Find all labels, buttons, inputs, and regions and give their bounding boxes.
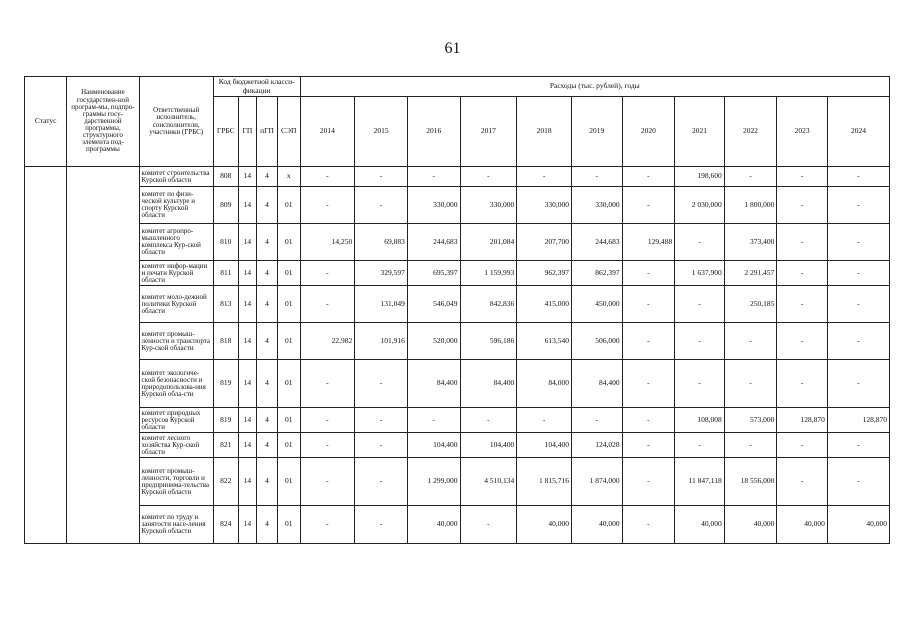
expense-cell: 330,000 xyxy=(460,187,517,224)
expense-cell: 101,916 xyxy=(355,323,408,360)
expense-cell: - xyxy=(724,167,777,187)
header-program-name: Наименование государствен-ной програм-мы, подпро-граммы госу-дарственной программы, структурного элемента под-программы xyxy=(67,77,139,167)
expense-cell: 108,008 xyxy=(675,408,725,433)
grbs-cell: 821 xyxy=(213,433,238,458)
expense-cell: 207,700 xyxy=(517,224,572,261)
expense-cell: - xyxy=(355,433,408,458)
expense-cell: - xyxy=(827,286,889,323)
expense-cell: 104,400 xyxy=(517,433,572,458)
header-code-col: СЭП xyxy=(277,97,300,167)
expense-cell: - xyxy=(827,433,889,458)
expense-cell: 201,084 xyxy=(460,224,517,261)
grbs-cell: 813 xyxy=(213,286,238,323)
expense-cell: - xyxy=(622,286,675,323)
header-status: Статус xyxy=(25,77,67,167)
expense-cell: - xyxy=(572,408,623,433)
sep-cell: х xyxy=(277,167,300,187)
expense-cell: 596,186 xyxy=(460,323,517,360)
expense-cell: - xyxy=(777,187,828,224)
header-year: 2015 xyxy=(355,97,408,167)
expense-cell: 962,397 xyxy=(517,261,572,286)
header-code-col: ГРБС xyxy=(213,97,238,167)
expense-cell: 1 299,000 xyxy=(407,458,460,506)
header-year: 2024 xyxy=(827,97,889,167)
grbs-cell: 809 xyxy=(213,187,238,224)
header-executor: Ответственный исполнитель, соисполнители, участники (ГРБС) xyxy=(139,77,213,167)
expense-cell: 842,836 xyxy=(460,286,517,323)
expense-cell: 1 637,900 xyxy=(675,261,725,286)
gp-cell: 14 xyxy=(238,224,257,261)
expense-cell: 18 556,000 xyxy=(724,458,777,506)
sep-cell: 01 xyxy=(277,224,300,261)
sep-cell: 01 xyxy=(277,261,300,286)
header-code-col: пГП xyxy=(257,97,278,167)
pgp-cell: 4 xyxy=(257,224,278,261)
expense-cell: - xyxy=(355,506,408,544)
expense-cell: 244,683 xyxy=(572,224,623,261)
expense-cell: 373,400 xyxy=(724,224,777,261)
expense-cell: - xyxy=(517,408,572,433)
table-row xyxy=(25,433,890,458)
grbs-cell: 810 xyxy=(213,224,238,261)
expense-cell: 695,397 xyxy=(407,261,460,286)
expense-cell: - xyxy=(355,360,408,408)
expense-cell: - xyxy=(827,224,889,261)
table-row xyxy=(25,224,890,261)
executor-cell: комитет строительства Курской области xyxy=(139,167,213,187)
expense-cell: - xyxy=(622,261,675,286)
pgp-cell: 4 xyxy=(257,506,278,544)
expense-cell: 546,049 xyxy=(407,286,460,323)
expense-cell: 40,000 xyxy=(407,506,460,544)
pgp-cell: 4 xyxy=(257,286,278,323)
expense-cell: 1 874,000 xyxy=(572,458,623,506)
expense-cell: - xyxy=(300,408,355,433)
expense-cell: - xyxy=(622,167,675,187)
expense-cell: 84,400 xyxy=(407,360,460,408)
expense-cell: - xyxy=(675,433,725,458)
executor-cell: комитет промыш-ленности и транспорта Кур-ской области xyxy=(139,323,213,360)
executor-cell: комитет моло-дежной политики Курской области xyxy=(139,286,213,323)
table-row xyxy=(25,506,890,544)
expense-cell: 520,000 xyxy=(407,323,460,360)
pgp-cell: 4 xyxy=(257,261,278,286)
pgp-cell: 4 xyxy=(257,187,278,224)
gp-cell: 14 xyxy=(238,187,257,224)
expense-cell: 330,000 xyxy=(407,187,460,224)
expense-cell: 244,683 xyxy=(407,224,460,261)
expense-cell: 198,600 xyxy=(675,167,725,187)
expense-cell: - xyxy=(572,167,623,187)
header-year: 2017 xyxy=(460,97,517,167)
expense-cell: 862,397 xyxy=(572,261,623,286)
expense-cell: - xyxy=(622,408,675,433)
gp-cell: 14 xyxy=(238,167,257,187)
sep-cell: 01 xyxy=(277,506,300,544)
expense-cell: 330,000 xyxy=(572,187,623,224)
table-row xyxy=(25,458,890,506)
expense-cell: 330,000 xyxy=(517,187,572,224)
expense-cell: - xyxy=(622,433,675,458)
expense-cell: - xyxy=(407,408,460,433)
gp-cell: 14 xyxy=(238,261,257,286)
expense-cell: 329,597 xyxy=(355,261,408,286)
pgp-cell: 4 xyxy=(257,433,278,458)
expense-cell: - xyxy=(675,323,725,360)
expense-cell: - xyxy=(777,224,828,261)
expense-cell: 124,028 xyxy=(572,433,623,458)
executor-cell: комитет природных ресурсов Курской области xyxy=(139,408,213,433)
expense-cell: - xyxy=(300,286,355,323)
expense-cell: - xyxy=(622,323,675,360)
expense-cell: - xyxy=(460,506,517,544)
sep-cell: 01 xyxy=(277,360,300,408)
pgp-cell: 4 xyxy=(257,360,278,408)
expense-cell: - xyxy=(300,458,355,506)
expense-cell: 2 291,457 xyxy=(724,261,777,286)
header-year: 2019 xyxy=(572,97,623,167)
status-cell xyxy=(25,167,67,544)
sep-cell: 01 xyxy=(277,408,300,433)
expense-cell: 1 159,993 xyxy=(460,261,517,286)
expense-cell: - xyxy=(355,458,408,506)
expense-cell: - xyxy=(300,261,355,286)
gp-cell: 14 xyxy=(238,323,257,360)
expense-cell: 40,000 xyxy=(675,506,725,544)
gp-cell: 14 xyxy=(238,360,257,408)
executor-cell: комитет по труду и занятости насе-ления Курской области xyxy=(139,506,213,544)
header-year: 2022 xyxy=(724,97,777,167)
expense-cell: - xyxy=(407,167,460,187)
grbs-cell: 819 xyxy=(213,408,238,433)
header-code-col: ГП xyxy=(238,97,257,167)
expense-cell: 128,870 xyxy=(777,408,828,433)
pgp-cell: 4 xyxy=(257,167,278,187)
expense-cell: - xyxy=(675,224,725,261)
expense-cell: - xyxy=(622,458,675,506)
sep-cell: 01 xyxy=(277,433,300,458)
gp-cell: 14 xyxy=(238,408,257,433)
expense-cell: - xyxy=(827,167,889,187)
gp-cell: 14 xyxy=(238,433,257,458)
expense-cell: 40,000 xyxy=(517,506,572,544)
pgp-cell: 4 xyxy=(257,323,278,360)
expense-cell: 104,400 xyxy=(460,433,517,458)
header-year: 2023 xyxy=(777,97,828,167)
expense-cell: - xyxy=(355,167,408,187)
pgp-cell: 4 xyxy=(257,458,278,506)
expense-cell: - xyxy=(777,261,828,286)
expense-cell: 129,488 xyxy=(622,224,675,261)
expense-cell: 84,400 xyxy=(460,360,517,408)
grbs-cell: 808 xyxy=(213,167,238,187)
header-year: 2020 xyxy=(622,97,675,167)
expense-cell: - xyxy=(622,187,675,224)
expense-cell: - xyxy=(622,506,675,544)
expense-cell: 2 030,000 xyxy=(675,187,725,224)
expense-cell: 573,000 xyxy=(724,408,777,433)
expense-cell: - xyxy=(460,167,517,187)
expense-cell: - xyxy=(777,433,828,458)
expense-cell: 40,000 xyxy=(572,506,623,544)
expense-cell: 40,000 xyxy=(724,506,777,544)
program-name-cell xyxy=(67,167,139,544)
table-row xyxy=(25,323,890,360)
executor-cell: комитет агропро-мышленного комплекса Кур-ской области xyxy=(139,224,213,261)
table-row xyxy=(25,286,890,323)
expense-cell: - xyxy=(300,187,355,224)
executor-cell: комитет экологиче-ской безопасности и природопользова-ния Курской обла-сти xyxy=(139,360,213,408)
table-row xyxy=(25,408,890,433)
expense-cell: - xyxy=(827,360,889,408)
expense-cell: 506,000 xyxy=(572,323,623,360)
executor-cell: комитет по физи-ческой культуре и спорту Курской области xyxy=(139,187,213,224)
expense-cell: 250,185 xyxy=(724,286,777,323)
expense-cell: - xyxy=(724,360,777,408)
header-year: 2021 xyxy=(675,97,725,167)
gp-cell: 14 xyxy=(238,286,257,323)
expense-cell: 4 510,134 xyxy=(460,458,517,506)
expense-cell: - xyxy=(675,286,725,323)
expense-cell: 40,000 xyxy=(777,506,828,544)
gp-cell: 14 xyxy=(238,506,257,544)
grbs-cell: 824 xyxy=(213,506,238,544)
expense-cell: - xyxy=(300,506,355,544)
expense-cell: 1 800,000 xyxy=(724,187,777,224)
expense-cell: - xyxy=(355,187,408,224)
table-row xyxy=(25,187,890,224)
expense-cell: - xyxy=(517,167,572,187)
table-row xyxy=(25,261,890,286)
expense-cell: - xyxy=(777,286,828,323)
grbs-cell: 818 xyxy=(213,323,238,360)
executor-cell: комитет инфор-мации и печати Курской области xyxy=(139,261,213,286)
expense-cell: - xyxy=(777,360,828,408)
expense-cell: 11 847,118 xyxy=(675,458,725,506)
expense-cell: 69,883 xyxy=(355,224,408,261)
sep-cell: 01 xyxy=(277,187,300,224)
page-number: 61 xyxy=(444,40,461,57)
expense-cell: 613,540 xyxy=(517,323,572,360)
header-expenses-group: Расходы (тыс. рублей), годы xyxy=(300,77,889,97)
expense-cell: - xyxy=(827,261,889,286)
expense-cell: 415,000 xyxy=(517,286,572,323)
expense-cell: 84,400 xyxy=(572,360,623,408)
expense-cell: - xyxy=(675,360,725,408)
table-row xyxy=(25,360,890,408)
gp-cell: 14 xyxy=(238,458,257,506)
pgp-cell: 4 xyxy=(257,408,278,433)
header-year: 2018 xyxy=(517,97,572,167)
grbs-cell: 819 xyxy=(213,360,238,408)
grbs-cell: 822 xyxy=(213,458,238,506)
expense-cell: - xyxy=(300,167,355,187)
expense-cell: 104,400 xyxy=(407,433,460,458)
expense-cell: 14,250 xyxy=(300,224,355,261)
header-year: 2016 xyxy=(407,97,460,167)
expense-cell: - xyxy=(777,323,828,360)
expense-cell: 1 815,716 xyxy=(517,458,572,506)
sep-cell: 01 xyxy=(277,458,300,506)
header-code-group: Код бюджетной класси-фикации xyxy=(213,77,300,97)
expense-cell: - xyxy=(724,433,777,458)
sep-cell: 01 xyxy=(277,286,300,323)
expense-cell: - xyxy=(724,323,777,360)
expense-cell: 40,000 xyxy=(827,506,889,544)
budget-table xyxy=(24,76,890,544)
expense-cell: - xyxy=(300,433,355,458)
expense-cell: - xyxy=(777,167,828,187)
expense-cell: 131,049 xyxy=(355,286,408,323)
expense-cell: - xyxy=(622,360,675,408)
table-row xyxy=(25,167,890,187)
expense-cell: - xyxy=(827,458,889,506)
executor-cell: комитет лесного хозяйства Кур-ской области xyxy=(139,433,213,458)
expense-cell: - xyxy=(827,187,889,224)
sep-cell: 01 xyxy=(277,323,300,360)
expense-cell: 450,000 xyxy=(572,286,623,323)
executor-cell: комитет промыш-ленности, торговли и предпринима-тельства Курской области xyxy=(139,458,213,506)
grbs-cell: 811 xyxy=(213,261,238,286)
expense-cell: - xyxy=(460,408,517,433)
header-year: 2014 xyxy=(300,97,355,167)
expense-cell: 22,982 xyxy=(300,323,355,360)
expense-cell: - xyxy=(300,360,355,408)
expense-cell: 128,870 xyxy=(827,408,889,433)
expense-cell: - xyxy=(355,408,408,433)
expense-cell: 84,000 xyxy=(517,360,572,408)
expense-cell: - xyxy=(827,323,889,360)
expense-cell: - xyxy=(777,458,828,506)
